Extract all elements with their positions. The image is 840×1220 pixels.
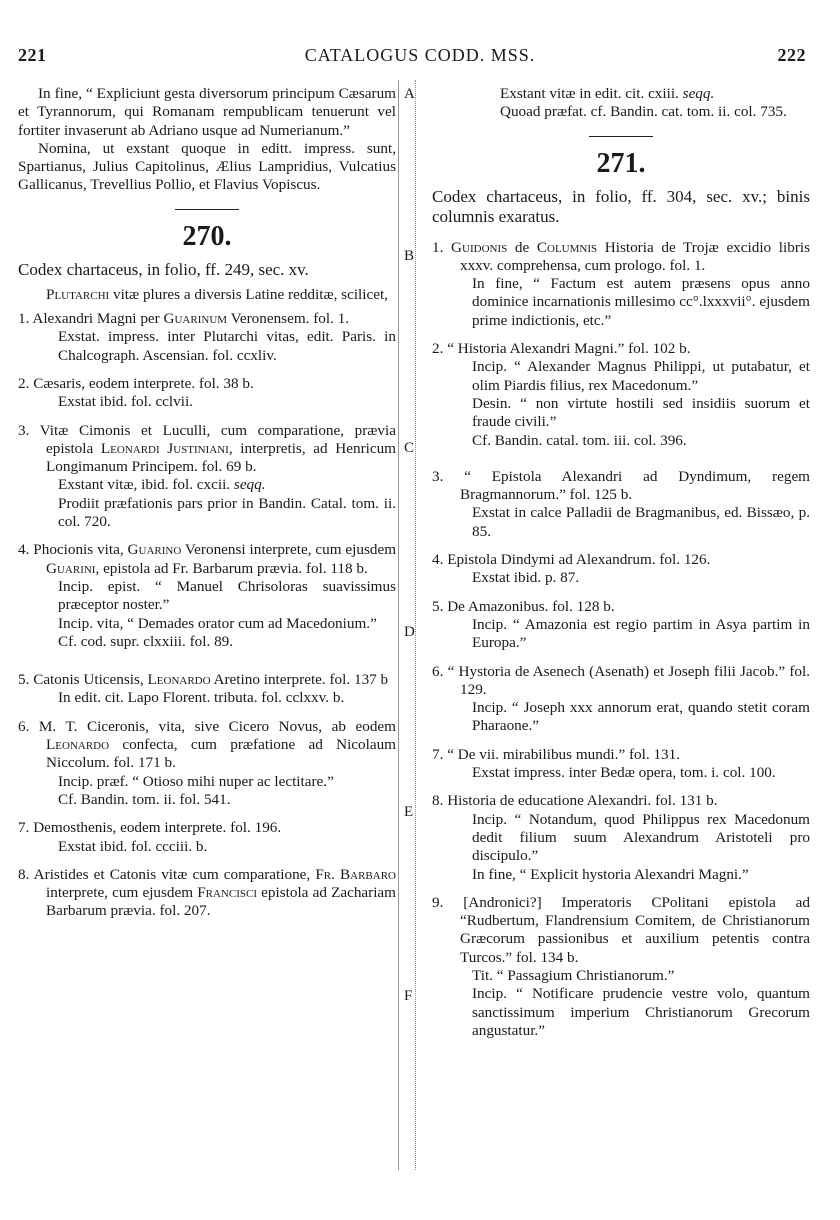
- list-item: 4. Epistola Dindymi ad Alexandrum. fol. 126.: [432, 551, 711, 569]
- margin-letter-e: E: [404, 804, 414, 820]
- section-rule: [589, 136, 653, 137]
- section-rule: [175, 209, 239, 210]
- list-item-note: Incip. “ Joseph xxx annorum erat, quando stetit coram Pharaone.”: [472, 699, 810, 735]
- list-item-note: Cf. cod. supr. clxxiii. fol. 89.: [58, 632, 234, 650]
- list-item-note: Exstant vitæ, ibid. fol. cxcii. seqq.: [58, 476, 266, 494]
- codex-heading-270: Codex chartaceus, in folio, ff. 249, sec. xv.: [18, 259, 309, 279]
- list-item-note: Exstat ibid. p. 87.: [472, 569, 580, 587]
- list-item-note: Incip. vita, “ Demades orator cum ad Macedonium.”: [58, 614, 377, 632]
- list-item-note: In fine, “ Factum est autem præsens opus anno dominice incarnationis millesimo cc°.lxxxvii°. ejusdem prime indictionis, etc.”: [472, 275, 810, 329]
- left-column: [18, 85, 396, 921]
- intro-paragraph-2: Nomina, ut exstant quoque in editt. impress. sunt, Spartianus, Julius Capitolinus, Ælius Lampridius, Vulcatius Gallicanus, Trevellius Pollio, et Flavius Vopiscus.: [18, 139, 396, 194]
- intro-paragraph-1: In fine, “ Expliciunt gesta diversorum principum Cæsarum et Tyrannorum, qui Romanam rempublicam tenuerunt vel fortiter invaserunt ab Adriano usque ad Numerianum.”: [18, 85, 396, 139]
- list-item-note: Exstat in calce Palladii de Bragmanibus, ed. Bissæo, p. 85.: [472, 504, 810, 540]
- list-item-note: Incip. epist. “ Manuel Chrisoloras suavissimus præceptor noster.”: [58, 577, 396, 614]
- list-item: 4. Phocionis vita, Guarino Veronensi interprete, cum ejusdem Guarini, epistola ad Fr. Barbarum prævia. fol. 118 b.: [18, 541, 397, 577]
- running-header: [0, 45, 840, 75]
- list-item-note: Tit. “ Passagium Christianorum.”: [472, 966, 675, 984]
- continued-note: Quoad præfat. cf. Bandin. cat. tom. ii. col. 735.: [500, 103, 787, 121]
- codex-heading-271: Codex chartaceus, in folio, ff. 304, sec. xv.; binis columnis exaratus.: [432, 186, 810, 226]
- running-title: CATALOGUS CODD. MSS.: [304, 45, 536, 65]
- list-item-note: Desin. “ non virtute hostili sed insidiis suorum et fraude civili.”: [472, 394, 810, 431]
- left-page-number: 221: [18, 45, 47, 65]
- codex-number-270: 270.: [182, 220, 232, 252]
- right-page-number: 222: [777, 45, 806, 65]
- list-item-note: Incip. “ Notificare prudencie vestre volo, quantum sanctissimum imperium Christianorum Grecorum angustatur.”: [472, 985, 810, 1039]
- list-item-note: Incip. præf. “ Otioso mihi nuper ac lectitare.”: [58, 772, 334, 790]
- list-item-note: Incip. “ Amazonia est regio partim in Asya partim in Europa.”: [472, 615, 810, 652]
- list-item-note: In edit. cit. Lapo Florent. tributa. fol. cclxxv. b.: [58, 689, 345, 707]
- list-item-note: Incip. “ Notandum, quod Philippus rex Macedonum dedit filium suum Alexandrum Aristoteli pro discipulo.”: [472, 810, 810, 865]
- column-divider-dotted: [415, 80, 416, 1170]
- list-item: 7. “ De vii. mirabilibus mundi.” fol. 131.: [432, 745, 681, 763]
- list-item: 3. “ Epistola Alexandri ad Dyndimum, regem Bragmannorum.” fol. 125 b.: [432, 467, 810, 504]
- continued-note: Exstant vitæ in edit. cit. cxiii. seqq.: [500, 85, 715, 102]
- column-rule: [398, 80, 399, 1170]
- list-item-note: Cf. Bandin. tom. ii. fol. 541.: [58, 790, 231, 808]
- list-item: 8. Aristides et Catonis vitæ cum comparatione, Fr. Barbaro interprete, cum ejusdem Francisci epistola ad Zachariam Barbarum prævia. fol. 207.: [18, 865, 396, 920]
- list-item: 7. Demosthenis, eodem interprete. fol. 196.: [18, 819, 282, 837]
- author-plutarch: Plutarchi: [46, 285, 110, 303]
- margin-letter-a: A: [404, 86, 415, 102]
- list-item-note: Incip. “ Alexander Magnus Philippi, ut putabatur, et olim Piardis filius, rex Macedonum.”: [472, 358, 810, 394]
- list-item-note: In fine, “ Explicit hystoria Alexandri Magni.”: [472, 865, 749, 883]
- margin-letter-b: B: [404, 248, 415, 264]
- list-item-note: Exstat ibid. fol. cclvii.: [58, 393, 193, 411]
- list-item: 1. Alexandri Magni per Guarinum Veronensem. fol. 1.: [18, 310, 350, 328]
- list-item: 9. [Andronici?] Imperatoris CPolitani epistola ad “Rudbertum, Flandrensium Comitem, de Christianorum Græcorum passionibus et auxilium petentis contra Turcos.” fol. 134 b.: [432, 893, 810, 966]
- list-item: 2. Cæsaris, eodem interprete. fol. 38 b.: [18, 374, 254, 392]
- list-item: 6. “ Hystoria de Asenech (Asenath) et Joseph filii Jacob.” fol. 129.: [432, 662, 810, 698]
- right-column: [432, 85, 810, 1040]
- list-item: 5. Catonis Uticensis, Leonardo Aretino interprete. fol. 137 b: [18, 671, 389, 689]
- list-item-note: Exstat. impress. inter Plutarchi vitas, edit. Paris. in Chalcograph. Ascensian. fol. ccxliv.: [58, 328, 396, 364]
- margin-letter-d: D: [404, 624, 415, 640]
- list-item-note: Cf. Bandin. catal. tom. iii. col. 396.: [472, 431, 687, 449]
- list-item-note: Exstat impress. inter Bedæ opera, tom. i. col. 100.: [472, 764, 776, 782]
- list-item: 6. M. T. Ciceronis, vita, sive Cicero Novus, ab eodem Leonardo confecta, cum præfatione ad Nicolaum Niccolum. fol. 171 b.: [18, 717, 396, 772]
- list-item-note: Prodiit præfationis pars prior in Bandin. Catal. tom. ii. col. 720.: [58, 494, 396, 531]
- list-item-note: Exstat ibid. fol. ccciii. b.: [58, 837, 208, 855]
- list-item: 1. Guidonis de Columnis Historia de Trojæ excidio libris xxxv. comprehensa, cum prologo. fol. 1.: [432, 238, 811, 274]
- margin-letter-c: C: [404, 440, 415, 456]
- codex-number-271: 271.: [596, 147, 646, 179]
- list-item: 3. Vitæ Cimonis et Luculli, cum comparatione, prævia epistola Leonardi Justiniani, interpretis, ad Henricum Longimanum Principem. fol. 69 b.: [18, 421, 396, 476]
- list-item: 8. Historia de educatione Alexandri. fol. 131 b.: [432, 792, 718, 810]
- list-item: 2. “ Historia Alexandri Magni.” fol. 102 b.: [432, 340, 691, 358]
- codex-270-intro: Plutarchi vitæ plures a diversis Latine redditæ, scilicet,: [46, 285, 388, 303]
- margin-letter-f: F: [404, 988, 413, 1004]
- list-item: 5. De Amazonibus. fol. 128 b.: [432, 597, 615, 615]
